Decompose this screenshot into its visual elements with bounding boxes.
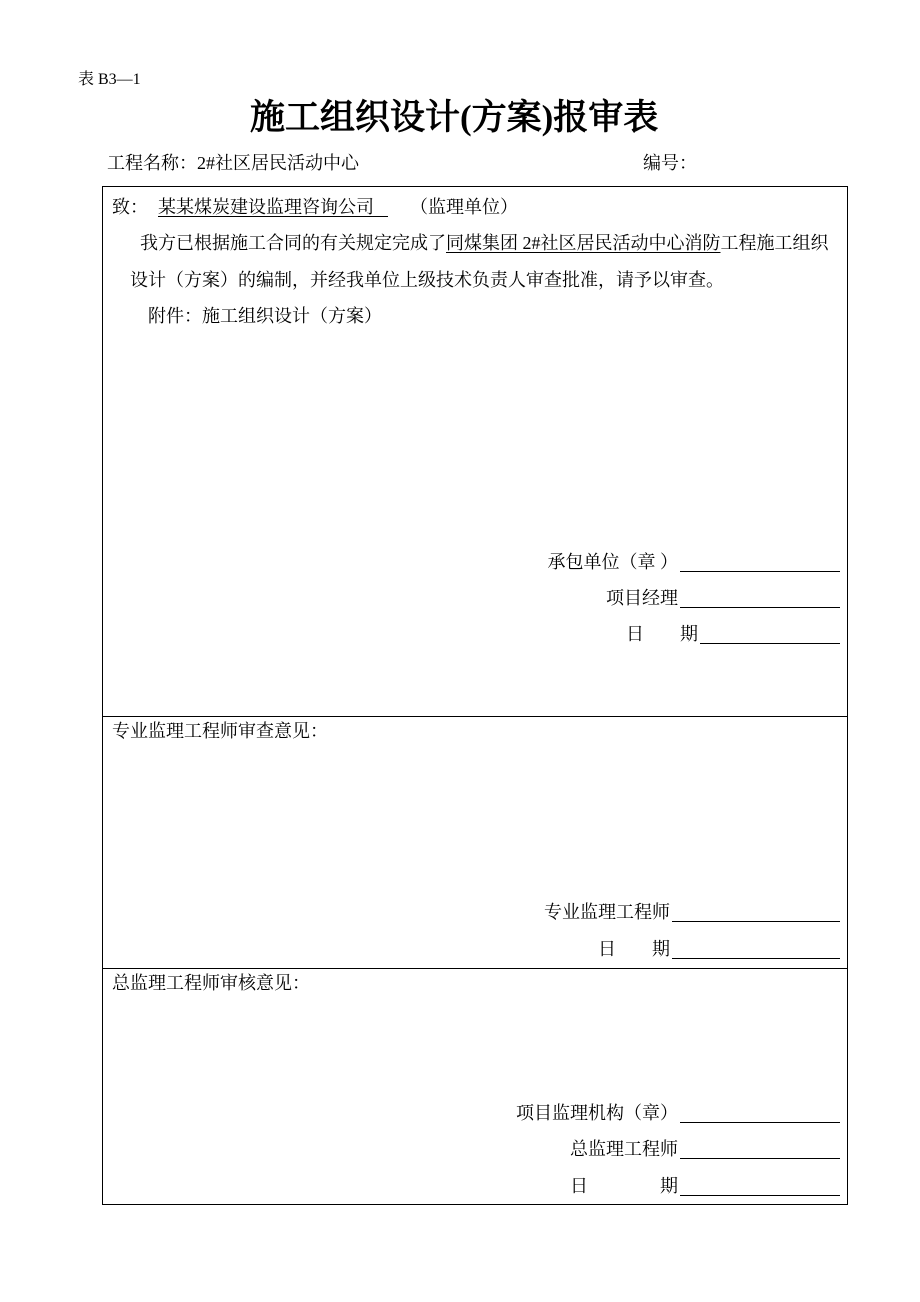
submission-date-field (626, 624, 840, 644)
chief-engineer-field (570, 1139, 840, 1159)
specialist-date-field (598, 939, 840, 959)
statement-line-1 (140, 233, 829, 253)
supervision-org-seal-field (516, 1103, 840, 1123)
specialist-review-section (103, 717, 847, 969)
serial-number-label: 编号： (643, 153, 697, 173)
submission-date-label: 日 期 (626, 624, 698, 644)
project-name-label: 工程名称： (107, 153, 197, 173)
project-name-value: 2#社区居民活动中心 (197, 153, 359, 173)
chief-review-section (103, 969, 847, 1204)
attachment-line: 附件：施工组织设计（方案） (148, 306, 382, 326)
project-manager-label: 项目经理 (606, 588, 678, 608)
project-full-name: 同煤集团 2#社区居民活动中心消防 (446, 233, 721, 253)
contractor-seal-field (548, 552, 841, 572)
project-manager-blank (680, 588, 840, 608)
contractor-seal-blank (680, 552, 840, 572)
chief-engineer-label: 总监理工程师 (570, 1139, 678, 1159)
chief-engineer-blank (680, 1139, 840, 1159)
form-code: 表 B3—1 (78, 71, 141, 88)
statement-text-part1: 我方已根据施工合同的有关规定完成了 (140, 233, 446, 253)
specialist-date-blank (672, 939, 840, 959)
chief-date-field (570, 1176, 840, 1196)
to-label: 致： (112, 197, 148, 217)
submission-date-blank (700, 624, 840, 644)
review-form-table (102, 186, 848, 1205)
document-title: 施工组织设计(方案)报审表 (250, 98, 659, 137)
statement-text-part2: 工程施工组织 (720, 233, 829, 253)
project-name-line (107, 153, 359, 173)
submission-section (103, 187, 847, 717)
supervision-org-seal-label: 项目监理机构（章） (516, 1103, 678, 1123)
contractor-seal-label: 承包单位（章 ） (547, 552, 678, 572)
chief-opinion-label: 总监理工程师审核意见： (112, 973, 310, 993)
specialist-date-label: 日 期 (598, 939, 670, 959)
statement-line-2: 设计（方案）的编制，并经我单位上级技术负责人审查批准，请予以审查。 (130, 270, 724, 290)
specialist-opinion-label: 专业监理工程师审查意见： (112, 721, 328, 741)
supervision-org-seal-blank (680, 1103, 840, 1123)
supervisor-company: 某某煤炭建设监理咨询公司 (158, 198, 388, 217)
specialist-engineer-label: 专业监理工程师 (544, 902, 670, 922)
project-manager-field (606, 588, 840, 608)
chief-date-label: 日 期 (570, 1176, 678, 1196)
chief-date-blank (680, 1176, 840, 1196)
specialist-engineer-field (544, 902, 840, 922)
specialist-engineer-blank (672, 902, 840, 922)
supervisor-role: （监理单位） (410, 197, 518, 217)
